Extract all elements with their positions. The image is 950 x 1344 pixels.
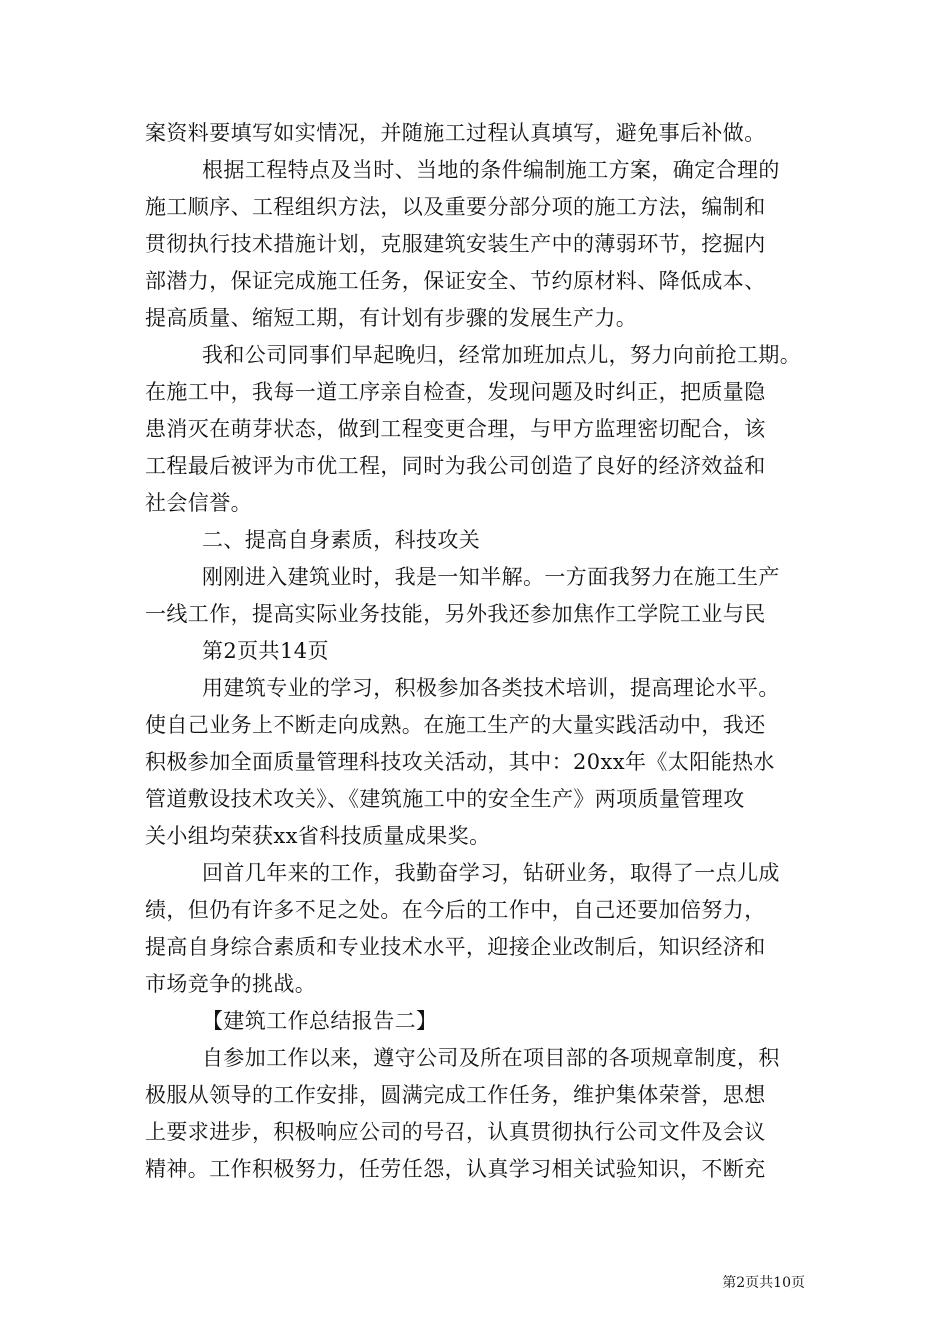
document-body [145,115,815,1188]
page-footer: 第2页共10页 [722,1275,805,1291]
text-line: 自参加工作以来，遵守公司及所在项目部的各项规章制度，积 [202,1046,780,1070]
text-line: 患消灭在萌芽状态，做到工程变更合理，与甲方监理密切配合，该 [145,417,766,441]
text-line: 提高自身综合素质和专业技术水平，迎接企业改制后，知识经济和 [145,935,766,959]
text-line: 【建筑工作总结报告二】 [202,1009,438,1033]
text-line: 使自己业务上不断走向成熟。在施工生产的大量实践活动中，我还 [145,713,766,737]
text-line: 施工顺序、工程组织方法，以及重要分部分项的施工方法，编制和 [145,195,766,219]
text-line: 我和公司同事们早起晚归，经常加班加点儿，努力向前抢工期。 [202,343,802,367]
text-line: 积极参加全面质量管理科技攻关活动，其中：20xx年《太阳能热水 [145,750,775,774]
text-line: 关小组均荣获xx省科技质量成果奖。 [145,824,491,848]
text-line: 一线工作，提高实际业务技能，另外我还参加焦作工学院工业与民 [145,602,766,626]
text-line: 市场竞争的挑战。 [145,972,317,996]
text-line: 精神。工作积极努力，任劳任怨，认真学习相关试验知识，不断充 [145,1157,766,1181]
text-line: 社会信誉。 [145,491,252,515]
text-line: 上要求进步，积极响应公司的号召，认真贯彻执行公司文件及会议 [145,1120,766,1144]
text-line: 贯彻执行技术措施计划，克服建筑安装生产中的薄弱环节，挖掘内 [145,232,766,256]
text-line: 第2页共14页 [202,639,329,663]
text-line: 二、提高自身素质，科技攻关 [202,528,481,552]
text-line: 案资料要填写如实情况，并随施工过程认真填写，避免事后补做。 [145,121,766,145]
text-line: 部潜力，保证完成施工任务，保证安全、节约原材料、降低成本、 [145,269,766,293]
text-line: 回首几年来的工作，我勤奋学习，钻研业务，取得了一点儿成 [202,861,780,885]
text-line: 绩，但仍有许多不足之处。在今后的工作中，自己还要加倍努力， [145,898,766,922]
text-line: 在施工中，我每一道工序亲自检查，发现问题及时纠正，把质量隐 [145,380,766,404]
text-line: 管道敷设技术攻关》、《建筑施工中的安全生产》两项质量管理攻 [145,787,745,811]
text-line: 提高质量、缩短工期，有计划有步骤的发展生产力。 [145,306,638,330]
text-line: 极服从领导的工作安排，圆满完成工作任务，维护集体荣誉，思想 [145,1083,766,1107]
text-line: 刚刚进入建筑业时，我是一知半解。一方面我努力在施工生产 [202,565,780,589]
text-line: 根据工程特点及当时、当地的条件编制施工方案，确定合理的 [202,158,780,182]
text-line: 用建筑专业的学习，积极参加各类技术培训，提高理论水平。 [202,676,780,700]
text-line: 工程最后被评为市优工程，同时为我公司创造了良好的经济效益和 [145,454,766,478]
